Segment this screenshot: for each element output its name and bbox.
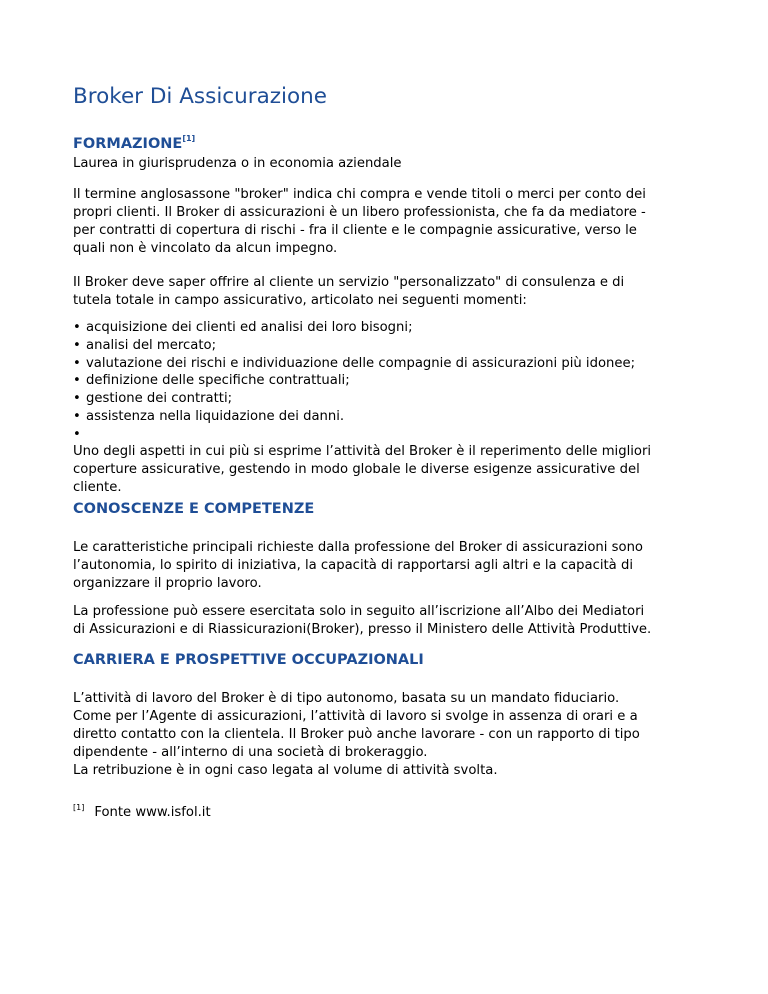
footnote-marker[interactable]: [1] <box>73 803 85 812</box>
bullet-icon: • <box>73 373 81 389</box>
list-item-text: acquisizione dei clienti ed analisi dei loro bisogni; <box>86 320 413 335</box>
text-line: per contratti di copertura di rischi - fra il cliente e le compagnie assicurative, verso le <box>73 223 637 238</box>
text-line: l’autonomia, lo spirito di iniziativa, la capacità di rapportarsi agli altri e la capacità di <box>73 558 633 573</box>
list-item <box>73 355 635 373</box>
list-item-text: gestione dei contratti; <box>86 391 233 407</box>
section-heading-carriera: CARRIERA E PROSPETTIVE OCCUPAZIONALI <box>73 652 424 668</box>
text-line: tutela totale in campo assicurativo, articolato nei seguenti momenti: <box>73 293 527 308</box>
bullet-icon: • <box>73 391 81 407</box>
section-heading-conoscenze: CONOSCENZE E COMPETENZE <box>73 501 315 517</box>
formazione-paragraph-3 <box>73 443 651 497</box>
list-item-text: definizione delle specifiche contrattuali; <box>86 373 350 389</box>
text-line: quali non è vincolato da alcun impegno. <box>73 241 338 256</box>
formazione-paragraph-2 <box>73 274 624 310</box>
footnote-text: Fonte www.isfol.it <box>94 805 211 820</box>
text-line: di Assicurazioni e di Riassicurazioni(Broker), presso il Ministero delle Attività Produttive. <box>73 622 652 637</box>
tasks-bullet-list <box>73 319 635 444</box>
list-item <box>73 319 635 337</box>
text-line: propri clienti. Il Broker di assicurazioni è un libero professionista, che fa da mediatore - <box>73 205 646 220</box>
list-item <box>73 426 635 444</box>
text-line: cliente. <box>73 480 122 495</box>
text-line: La professione può essere esercitata solo in seguito all’iscrizione all’Albo dei Mediatori <box>73 604 645 619</box>
text-line: dipendente - all’interno di una società di brokeraggio. <box>73 745 428 760</box>
list-item <box>73 408 635 426</box>
text-line: La retribuzione è in ogni caso legata al volume di attività svolta. <box>73 763 498 778</box>
text-line: organizzare il proprio lavoro. <box>73 576 262 591</box>
bullet-icon: • <box>73 337 81 353</box>
text-line: diretto contatto con la clientela. Il Broker può anche lavorare - con un rapporto di tipo <box>73 727 640 742</box>
list-item-text: analisi del mercato; <box>86 337 217 353</box>
bullet-icon: • <box>73 408 81 424</box>
carriera-paragraph-1 <box>73 690 640 780</box>
text-line: coperture assicurative, gestendo in modo globale le diverse esigenze assicurative del <box>73 462 640 477</box>
text-line: Il Broker deve saper offrire al cliente un servizio "personalizzato" di consulenza e di <box>73 275 625 290</box>
bullet-icon: • <box>73 426 81 442</box>
list-item <box>73 372 635 390</box>
conoscenze-paragraph-2 <box>73 603 651 639</box>
bullet-icon: • <box>73 320 81 335</box>
text-line: Il termine anglosassone "broker" indica chi compra e vende titoli o merci per conto dei <box>73 187 646 202</box>
text-line: L’attività di lavoro del Broker è di tipo autonomo, basata su un mandato fiduciario. <box>73 691 620 706</box>
document-title: Broker Di Assicurazione <box>73 84 328 109</box>
formazione-paragraph-1 <box>73 186 646 258</box>
text-line: Le caratteristiche principali richieste dalla professione del Broker di assicurazioni sono <box>73 540 643 555</box>
text-line: Come per l’Agente di assicurazioni, l’attività di lavoro si svolge in assenza di orari e a <box>73 709 638 724</box>
list-item <box>73 337 635 355</box>
formazione-degree <box>73 155 402 173</box>
section-heading-formazione <box>73 136 195 152</box>
text-line: Uno degli aspetti in cui più si esprime l’attività del Broker è il reperimento delle migliori <box>73 444 652 459</box>
list-item-text: assistenza nella liquidazione dei danni. <box>86 408 345 424</box>
text-line: Laurea in giurisprudenza o in economia aziendale <box>73 156 402 171</box>
footnote-reference-link[interactable]: [1] <box>182 134 196 143</box>
list-item-text: valutazione dei rischi e individuazione delle compagnie di assicurazioni più idonee; <box>86 355 636 371</box>
bullet-icon: • <box>73 355 81 371</box>
footnote <box>73 805 211 820</box>
conoscenze-paragraph-1 <box>73 539 643 593</box>
list-item <box>73 390 635 408</box>
formazione-heading-text: FORMAZIONE <box>73 136 183 152</box>
